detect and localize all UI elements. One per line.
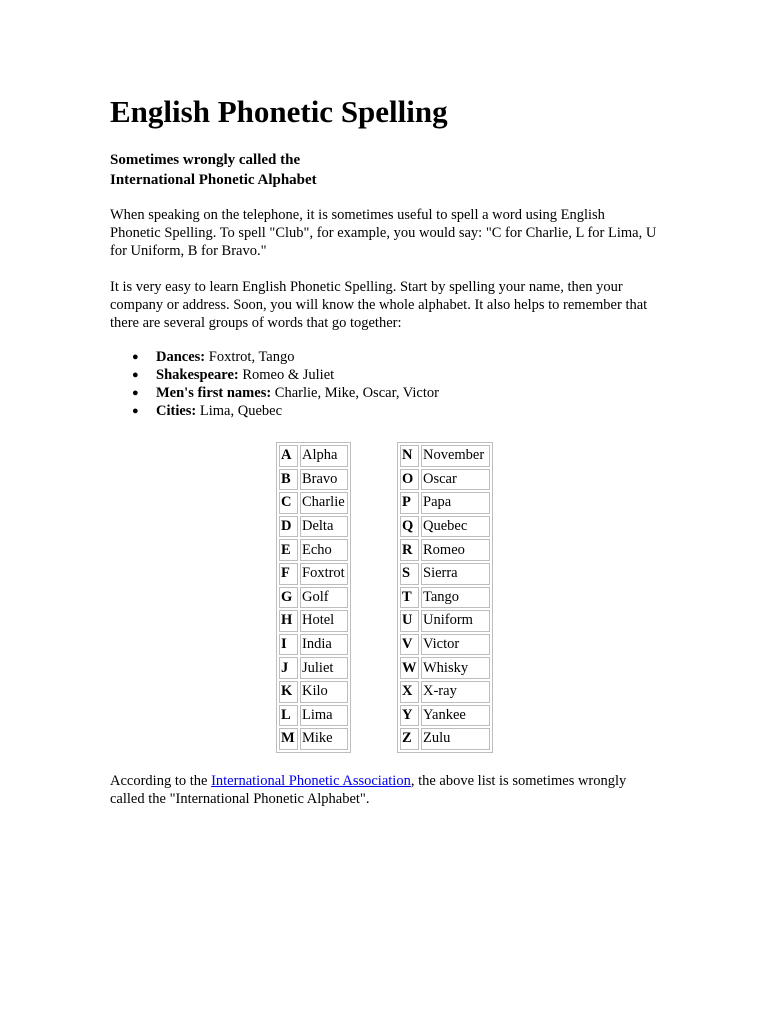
group-words: Romeo & Juliet	[242, 367, 335, 383]
letter-cell: R	[400, 539, 419, 561]
code-word-cell: Lima	[300, 705, 348, 727]
subtitle-line-2: International Phonetic Alphabet	[110, 172, 317, 188]
code-word-cell: Quebec	[421, 516, 490, 538]
code-word-cell: Foxtrot	[300, 563, 348, 585]
group-label: Cities:	[156, 403, 197, 419]
code-word-cell: Delta	[300, 516, 348, 538]
group-label: Dances:	[156, 349, 206, 365]
table-row	[400, 681, 490, 703]
table-row	[279, 516, 348, 538]
closing-text-before: According to the	[110, 773, 212, 789]
group-words: Foxtrot, Tango	[208, 349, 295, 365]
letter-cell: Y	[400, 705, 419, 727]
table-row	[279, 728, 348, 750]
letter-cell: E	[279, 539, 298, 561]
page-title: English Phonetic Spelling	[110, 94, 448, 129]
code-word-cell: Romeo	[421, 539, 490, 561]
code-word-cell: Whisky	[421, 657, 490, 679]
phonetic-table-n-to-z	[397, 442, 493, 753]
letter-cell: D	[279, 516, 298, 538]
code-word-cell: Tango	[421, 587, 490, 609]
table-row	[400, 610, 490, 632]
bullet-icon: ●	[132, 351, 139, 363]
table-row	[400, 516, 490, 538]
letter-cell: O	[400, 469, 419, 491]
code-word-cell: Papa	[421, 492, 490, 514]
table-row	[400, 587, 490, 609]
code-word-cell: Zulu	[421, 728, 490, 750]
subtitle	[110, 150, 317, 190]
letter-cell: C	[279, 492, 298, 514]
subtitle-line-1: Sometimes wrongly called the	[110, 152, 301, 168]
code-word-cell: Bravo	[300, 469, 348, 491]
code-word-cell: Juliet	[300, 657, 348, 679]
code-word-cell: X-ray	[421, 681, 490, 703]
table-row	[400, 539, 490, 561]
list-item	[110, 348, 439, 366]
table-row	[400, 657, 490, 679]
code-word-cell: Golf	[300, 587, 348, 609]
bullet-icon: ●	[132, 387, 139, 399]
letter-cell: I	[279, 634, 298, 656]
list-item	[110, 384, 439, 402]
letter-cell: N	[400, 445, 419, 467]
code-word-cell: Echo	[300, 539, 348, 561]
table-row	[279, 563, 348, 585]
code-word-cell: Hotel	[300, 610, 348, 632]
table-row	[279, 445, 348, 467]
list-item	[110, 402, 439, 420]
letter-cell: X	[400, 681, 419, 703]
ipa-link[interactable]: International Phonetic Association	[211, 773, 411, 789]
letter-cell: P	[400, 492, 419, 514]
letter-cell: A	[279, 445, 298, 467]
letter-cell: M	[279, 728, 298, 750]
table-row	[279, 539, 348, 561]
group-words: Charlie, Mike, Oscar, Victor	[274, 385, 439, 401]
code-word-cell: Yankee	[421, 705, 490, 727]
table-row	[279, 705, 348, 727]
code-word-cell: Victor	[421, 634, 490, 656]
letter-cell: W	[400, 657, 419, 679]
code-word-cell: India	[300, 634, 348, 656]
closing-paragraph	[110, 772, 658, 808]
table-row	[400, 445, 490, 467]
table-row	[400, 563, 490, 585]
word-groups-list	[110, 348, 439, 420]
table-row	[279, 657, 348, 679]
table-row	[400, 492, 490, 514]
table-row	[279, 469, 348, 491]
closing-text-after: , the above list is sometimes wrongly called the "International Phonetic Alphabet".	[110, 773, 627, 807]
code-word-cell: Uniform	[421, 610, 490, 632]
letter-cell: L	[279, 705, 298, 727]
table-row	[279, 634, 348, 656]
letter-cell: S	[400, 563, 419, 585]
bullet-icon: ●	[132, 369, 139, 381]
letter-cell: K	[279, 681, 298, 703]
letter-cell: T	[400, 587, 419, 609]
letter-cell: F	[279, 563, 298, 585]
code-word-cell: Kilo	[300, 681, 348, 703]
table-row	[279, 587, 348, 609]
letter-cell: J	[279, 657, 298, 679]
phonetic-table-a-to-m	[276, 442, 351, 753]
letter-cell: Q	[400, 516, 419, 538]
table-row	[279, 681, 348, 703]
table-row	[279, 492, 348, 514]
code-word-cell: Sierra	[421, 563, 490, 585]
intro-paragraph: When speaking on the telephone, it is sometimes useful to spell a word using English Phonetic Spelling. To spell "Club", for example, you would say: "C for Charlie, L for Lima, U for Uniform, B for Bravo."	[110, 207, 657, 259]
code-word-cell: Alpha	[300, 445, 348, 467]
letter-cell: Z	[400, 728, 419, 750]
table-row	[279, 610, 348, 632]
table-row	[400, 728, 490, 750]
table-row	[400, 469, 490, 491]
group-label: Men's first names:	[156, 385, 272, 401]
letter-cell: G	[279, 587, 298, 609]
bullet-icon: ●	[132, 405, 139, 417]
code-word-cell: November	[421, 445, 490, 467]
code-word-cell: Oscar	[421, 469, 490, 491]
letter-cell: U	[400, 610, 419, 632]
list-item	[110, 366, 439, 384]
learning-paragraph: It is very easy to learn English Phonetic Spelling. Start by spelling your name, then your company or address. Soon, you will know the whole alphabet. It also helps to remember that there are several groups of words that go together:	[110, 279, 648, 331]
letter-cell: B	[279, 469, 298, 491]
table-row	[400, 705, 490, 727]
group-label: Shakespeare:	[156, 367, 239, 383]
code-word-cell: Charlie	[300, 492, 348, 514]
table-row	[400, 634, 490, 656]
code-word-cell: Mike	[300, 728, 348, 750]
letter-cell: H	[279, 610, 298, 632]
letter-cell: V	[400, 634, 419, 656]
group-words: Lima, Quebec	[199, 403, 283, 419]
